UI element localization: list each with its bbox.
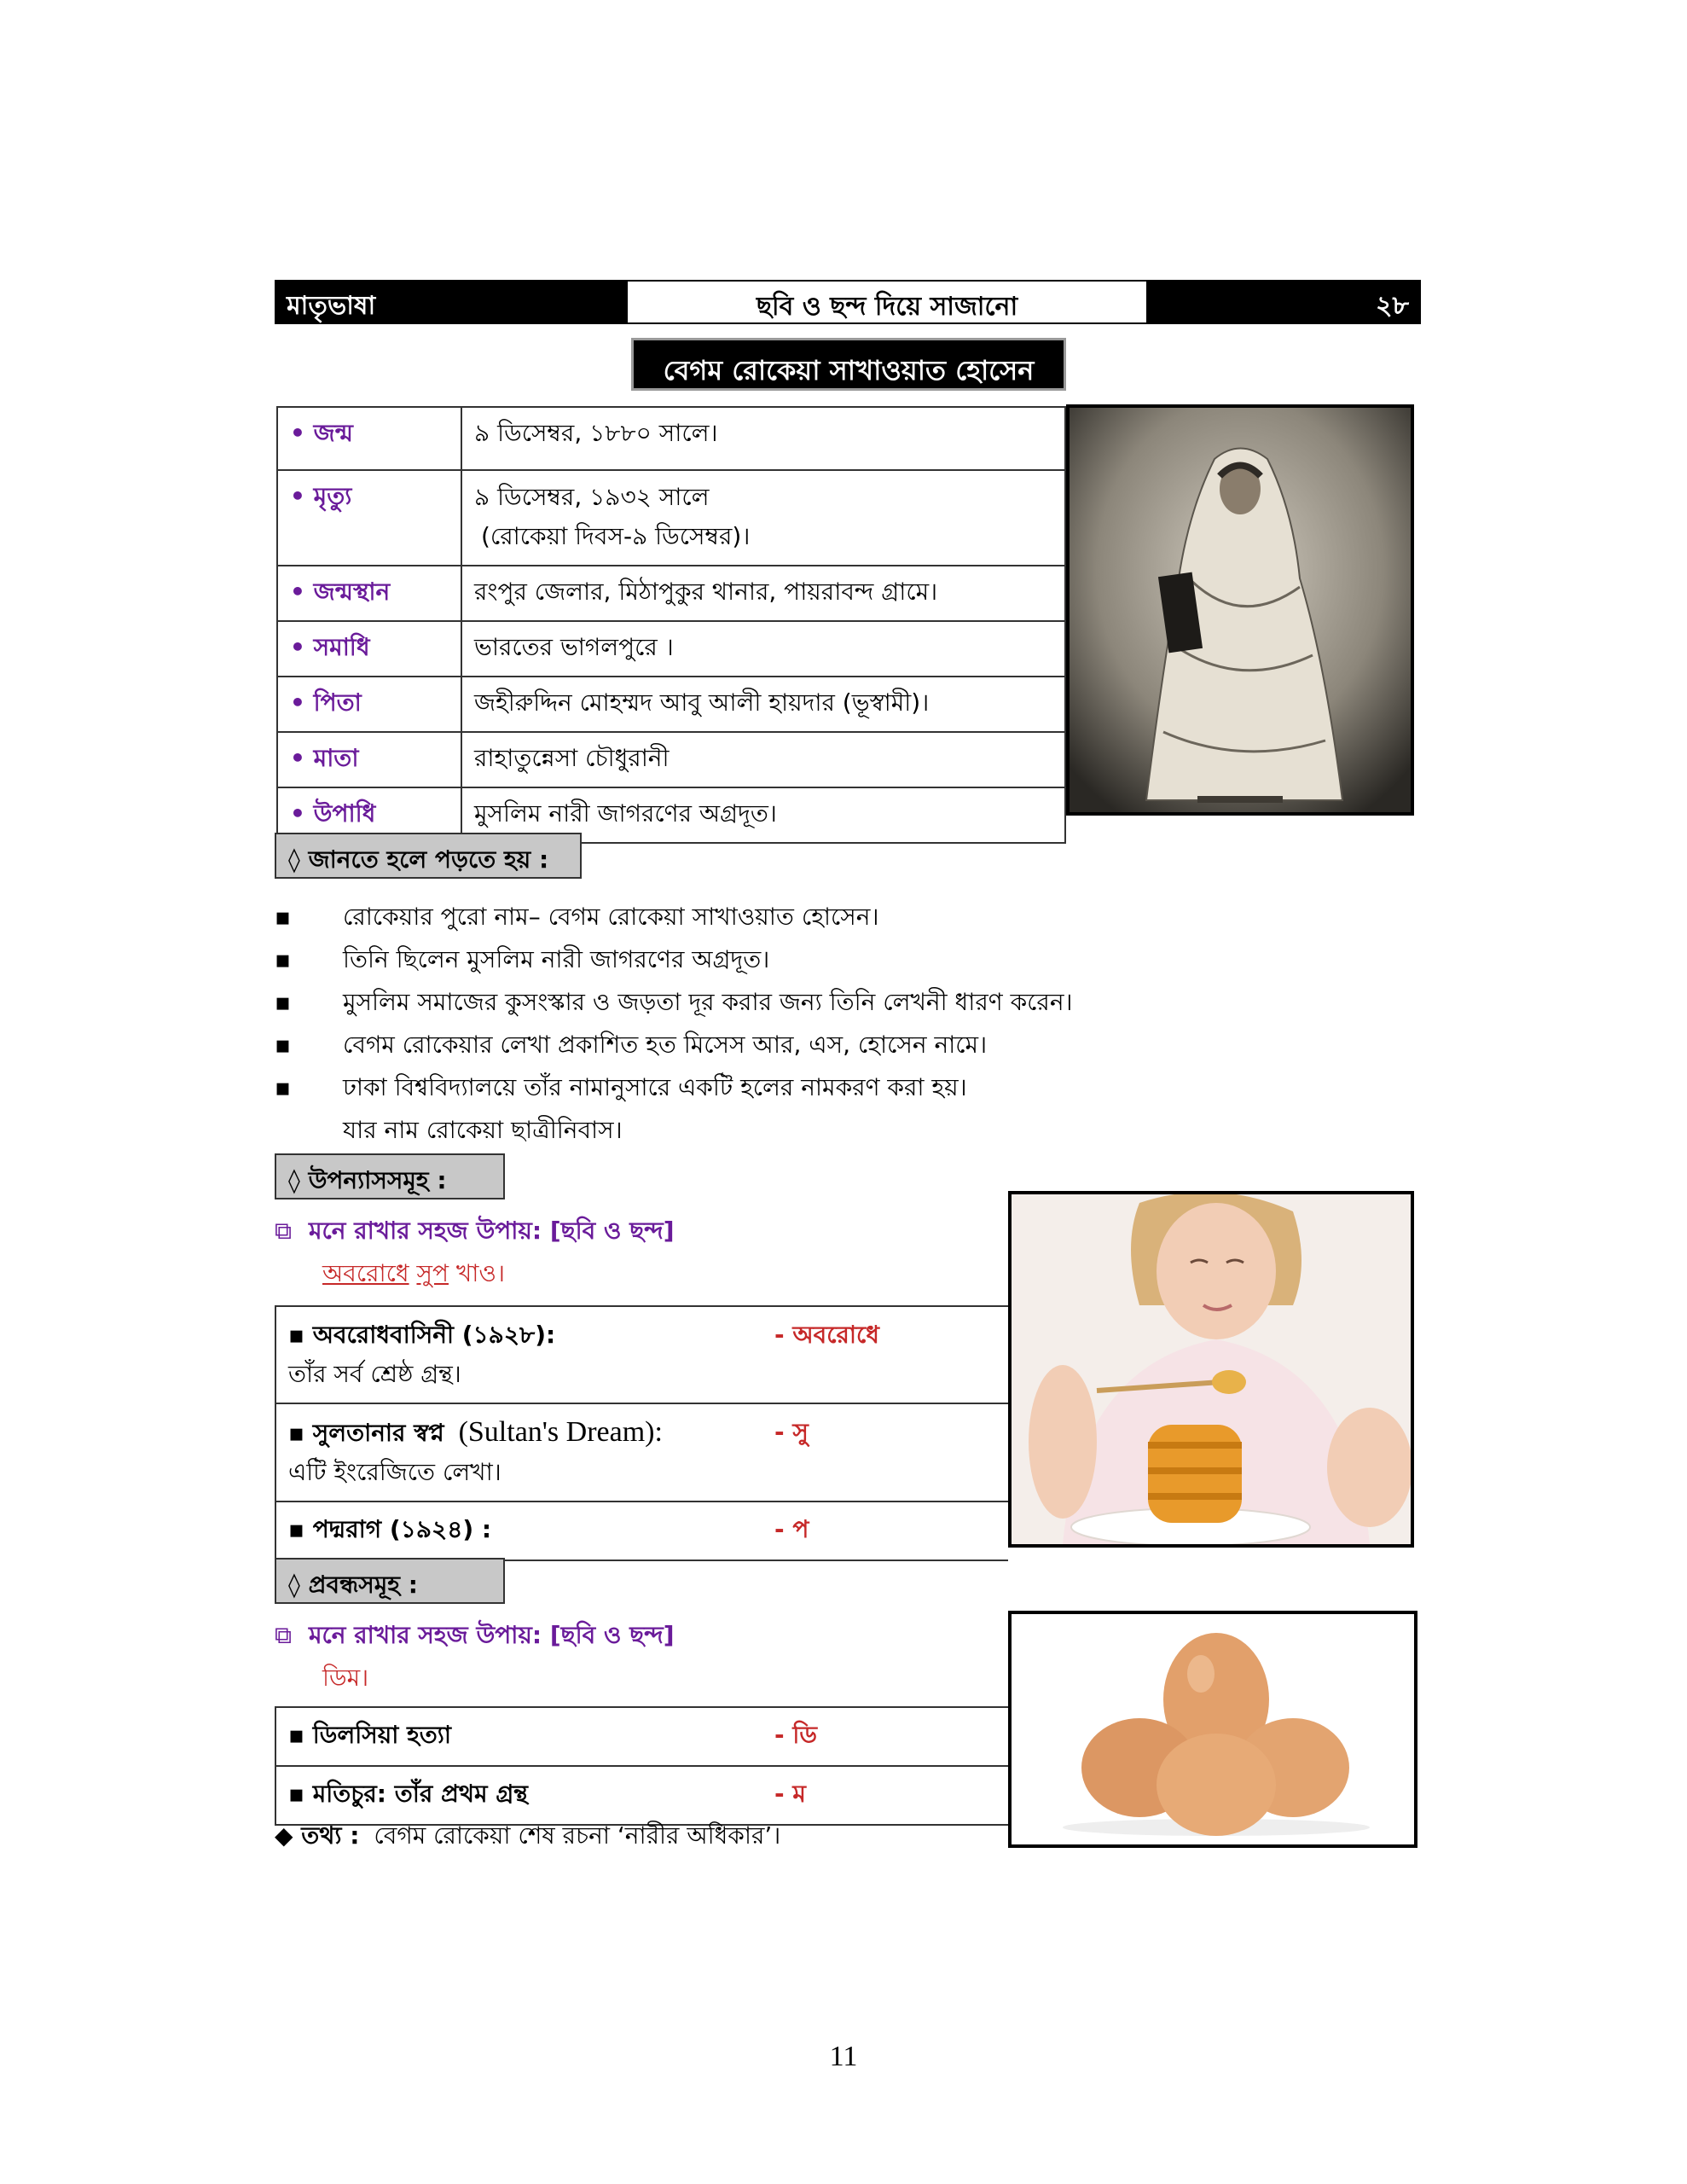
honey-illustration: [1012, 1194, 1411, 1544]
row-key: • জন্মস্থান: [277, 566, 461, 621]
copy-icon: ⧉: [275, 1217, 292, 1245]
fact-text: বেগম রোকেয়া শেষ রচনা ‘নারীর অধিকার’।: [374, 1821, 781, 1850]
mnemonic-heading-row: [275, 1614, 1008, 1657]
row-value-line: (রোকেয়া দিবস-৯ ডিসেম্বর)।: [481, 522, 751, 550]
portrait-illustration: [1070, 408, 1411, 812]
essay-code: - ম: [774, 1780, 806, 1808]
novel-cell: [275, 1502, 1008, 1560]
row-value: ৯ ডিসেম্বর, ১৮৮০ সালে।: [461, 407, 1065, 470]
row-value: জহীরুদ্দিন মোহম্মদ আবু আলী হায়দার (ভূস্বামী)।: [461, 677, 1065, 732]
essay-title-row: [288, 1716, 996, 1757]
list-item-text: তিনি ছিলেন মুসলিম নারী জাগরণের অগ্রদূত।: [343, 945, 770, 973]
mnemonic-heading-row: [275, 1210, 1008, 1252]
row-key: • সমাধি: [277, 621, 461, 677]
row-value-line: ৯ ডিসেম্বর, ১৯৩২ সালে: [474, 483, 710, 511]
novel-code: - সু: [774, 1418, 809, 1446]
chapter-number: ২৮: [1148, 280, 1421, 324]
novel-cell: [275, 1403, 1008, 1502]
novel-title-row: [288, 1316, 996, 1355]
row-value: রংপুর জেলার, মিঠাপুকুর থানার, পায়রাবন্দ গ্রামে।: [461, 566, 1065, 621]
list-item: [275, 896, 1128, 938]
table-row: [277, 566, 1065, 621]
table-row: [275, 1306, 1008, 1403]
row-key: • মৃত্যু: [277, 470, 461, 566]
list-item: [275, 938, 1128, 981]
row-key: • পিতা: [277, 677, 461, 732]
copy-icon: ⧉: [275, 1621, 292, 1649]
row-value: ভারতের ভাগলপুরে ।: [461, 621, 1065, 677]
bullet-icon: ▪: [275, 945, 291, 973]
novel-title-english: (Sultan's Dream):: [458, 1416, 663, 1448]
table-row: [275, 1403, 1008, 1502]
novel-note: তাঁর সর্ব শ্রেষ্ঠ গ্রন্থ।: [288, 1360, 461, 1388]
mnemonic-tip-essays: [275, 1614, 1008, 1699]
list-item: [275, 1024, 1128, 1066]
table-row: [275, 1502, 1008, 1560]
row-value: রাহাতুন্নেসা চৌধুরানী: [461, 732, 1065, 787]
novel-note: এটি ইংরেজিতে লেখা।: [288, 1458, 501, 1486]
row-value: [461, 470, 1065, 566]
facts-list: [275, 896, 1128, 1152]
novels-table: [275, 1305, 1008, 1561]
mnemonic-phrase: ডিম।: [322, 1664, 369, 1692]
list-item-text: ঢাকা বিশ্ববিদ্যালয়ে তাঁর নামানুসারে একটি হলের নামকরণ করা হয়।: [343, 1073, 967, 1101]
section-heading-novels: ◊ উপন্যাসসমূহ :: [275, 1153, 505, 1199]
essay-title: ▪ ডিলসিয়া হত্যা: [288, 1721, 452, 1749]
list-item: [275, 1066, 1128, 1109]
section-heading-essays: ◊ প্রবন্ধসমূহ :: [275, 1558, 505, 1604]
bullet-icon: ▪: [275, 1073, 291, 1101]
row-key: • জন্ম: [277, 407, 461, 470]
novel-code: - অবরোধে: [774, 1321, 879, 1349]
mnemonic-tip-novels: [275, 1210, 1008, 1295]
bullet-icon: ▪: [275, 988, 291, 1016]
portrait-photo: [1066, 404, 1414, 816]
novel-title: ▪ অবরোধবাসিনী (১৯২৮):: [288, 1321, 556, 1349]
section-heading-facts: ◊ জানতে হলে পড়তে হয় :: [275, 833, 582, 879]
subject-label: মাতৃভাষা: [275, 280, 626, 324]
novel-cell: [275, 1306, 1008, 1403]
mnemonic-word: অবরোধে: [322, 1259, 409, 1287]
table-row: [275, 1766, 1008, 1825]
row-key: • উপাধি: [277, 787, 461, 843]
list-item-text: বেগম রোকেয়ার লেখা প্রকাশিত হত মিসেস আর, এস, হোসেন নামে।: [343, 1031, 988, 1059]
list-item-text: মুসলিম সমাজের কুসংস্কার ও জড়তা দূর করার জন্য তিনি লেখনী ধারণ করেন।: [343, 988, 1073, 1016]
table-row: [277, 621, 1065, 677]
mnemonic-heading: মনে রাখার সহজ উপায়: [ছবি ও ছন্দ]: [309, 1217, 675, 1245]
table-row: [277, 732, 1065, 787]
essay-cell: [275, 1707, 1008, 1766]
bullet-icon: ▪: [275, 1031, 291, 1059]
novel-title-row: [288, 1413, 996, 1453]
book-title: ছবি ও ছন্দ দিয়ে সাজানো: [626, 280, 1148, 324]
essays-table: [275, 1706, 1008, 1826]
fact-line: [275, 1817, 780, 1857]
table-row: [275, 1707, 1008, 1766]
mnemonic-phrase: [275, 1252, 1008, 1295]
biography-table: [276, 406, 1066, 844]
mnemonic-heading: মনে রাখার সহজ উপায়: [ছবি ও ছন্দ]: [309, 1621, 675, 1649]
eggs-photo: [1008, 1611, 1417, 1848]
fact-label: ◆ তথ্য :: [275, 1821, 360, 1850]
essay-title-row: [288, 1775, 996, 1815]
novel-title-row: [288, 1511, 996, 1551]
row-key: • মাতা: [277, 732, 461, 787]
list-item-continuation: যার নাম রোকেয়া ছাত্রীনিবাস।: [343, 1116, 623, 1144]
novel-title: ▪ পদ্মরাগ (১৯২৪) :: [288, 1515, 492, 1543]
page-number: 11: [829, 2041, 858, 2072]
table-row: [277, 470, 1065, 566]
table-row: [277, 677, 1065, 732]
list-item: [275, 981, 1128, 1024]
list-item-text: রোকেয়ার পুরো নাম– বেগম রোকেয়া সাখাওয়াত হোসেন।: [343, 903, 879, 931]
essay-title: ▪ মতিচুর: তাঁর প্রথম গ্রন্থ: [288, 1780, 528, 1808]
honey-photo: [1008, 1191, 1414, 1548]
novel-title: ▪ সুলতানার স্বপ্ন: [288, 1419, 444, 1447]
mnemonic-word: খাও।: [455, 1259, 506, 1287]
essay-code: - ডি: [774, 1721, 817, 1749]
essay-cell: [275, 1766, 1008, 1825]
novel-code: - প: [774, 1515, 809, 1543]
row-value: মুসলিম নারী জাগরণের অগ্রদূত।: [461, 787, 1065, 843]
table-row: [277, 407, 1065, 470]
eggs-illustration: [1012, 1614, 1414, 1844]
bullet-icon: ▪: [275, 903, 291, 931]
mnemonic-word: সুপ: [416, 1259, 449, 1287]
page-title: বেগম রোকেয়া সাখাওয়াত হোসেন: [631, 338, 1066, 391]
